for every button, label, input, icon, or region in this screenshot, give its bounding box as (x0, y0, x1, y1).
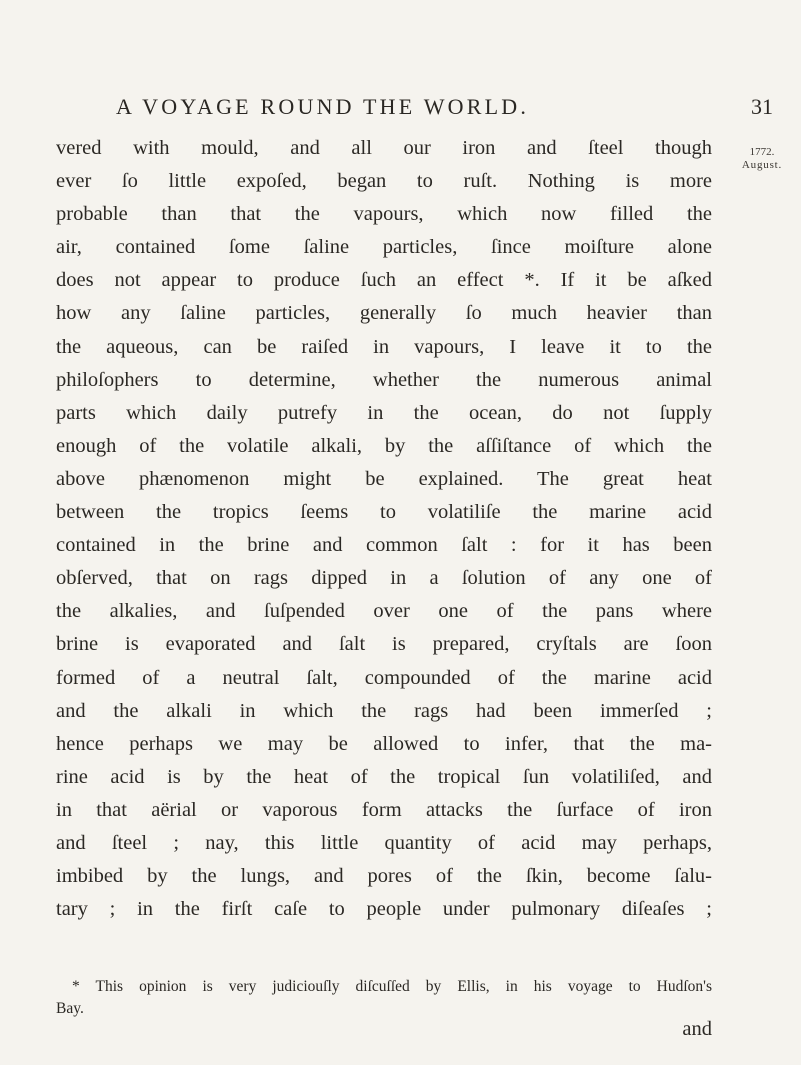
text-line: ever ſo little expoſed, began to ruſt. Nothing is more (56, 170, 712, 193)
text-line: air, contained ſome ſaline particles, ſince moiſture alone (56, 236, 712, 259)
footnote-line: Bay. (56, 1000, 84, 1017)
catchword: and (682, 1018, 712, 1040)
text-line: does not appear to produce ſuch an effect *. If it be aſked (56, 269, 712, 292)
text-line: obſerved, that on rags dipped in a ſolution of any one of (56, 567, 712, 590)
page-header (116, 94, 773, 128)
text-line: the alkalies, and ſuſpended over one of the pans where (56, 600, 712, 623)
footnote (56, 976, 712, 1020)
text-line: in that aërial or vaporous form attacks the ſurface of iron (56, 798, 712, 821)
text-line: contained in the brine and common ſalt : for it has been (56, 534, 712, 557)
text-line: and the alkali in which the rags had been immerſed ; (56, 699, 712, 722)
body-text (56, 132, 712, 926)
text-line: brine is evaporated and ſalt is prepared, cryſtals are ſoon (56, 633, 712, 656)
margin-year: 1772. (749, 146, 775, 158)
text-line: imbibed by the lungs, and pores of the ſkin, become ſalu- (56, 865, 712, 888)
text-line: how any ſaline particles, generally ſo much heavier than (56, 302, 712, 325)
text-line: formed of a neutral ſalt, compounded of the marine acid (56, 666, 712, 689)
page-number: 31 (751, 94, 773, 119)
text-line: tary ; in the firſt caſe to people under pulmonary diſeaſes ; (56, 898, 712, 921)
text-line: and ſteel ; nay, this little quantity of acid may perhaps, (56, 831, 712, 854)
margin-month: August. (741, 159, 783, 171)
text-line: parts which daily putrefy in the ocean, do not ſupply (56, 401, 712, 424)
text-line: probable than that the vapours, which now filled the (56, 203, 712, 226)
text-line: vered with mould, and all our iron and ſteel though (56, 137, 712, 159)
text-line: the aqueous, can be raiſed in vapours, I leave it to the (56, 335, 712, 358)
running-title: A VOYAGE ROUND THE WORLD. (116, 94, 530, 119)
text-line: between the tropics ſeems to volatiliſe the marine acid (56, 501, 712, 524)
text-line: hence perhaps we may be allowed to infer, that the ma- (56, 732, 712, 755)
text-line: rine acid is by the heat of the tropical ſun volatiliſed, and (56, 765, 712, 788)
margin-note (731, 146, 793, 172)
footnote-line: * This opinion is very judiciouſly diſcuſſed by Ellis, in his voyage to Hudſon's (72, 978, 712, 995)
text-line: enough of the volatile alkali, by the aſſiſtance of which the (56, 434, 712, 457)
text-line: above phænomenon might be explained. The great heat (56, 467, 712, 490)
text-line: philoſophers to determine, whether the numerous animal (56, 368, 712, 391)
